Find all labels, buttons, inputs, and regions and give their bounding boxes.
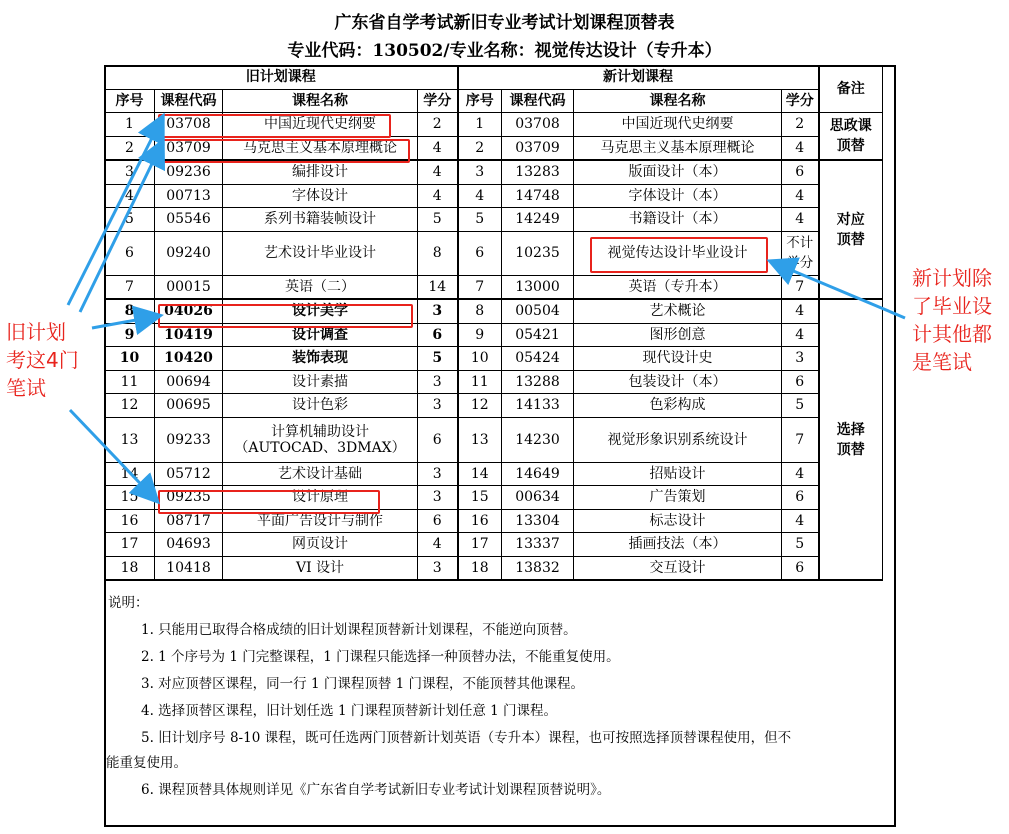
col-header-new-name: 课程名称 — [574, 89, 782, 113]
old-credit-cell: 3 — [418, 462, 458, 486]
old-credit-cell: 5 — [418, 347, 458, 371]
old-code-cell: 04693 — [155, 533, 223, 557]
new-no-cell: 17 — [458, 533, 502, 557]
remarks-header: 备注 — [819, 66, 883, 113]
old-name-cell: 装饰表现 — [223, 347, 418, 371]
old-name-cell: 网页设计 — [223, 533, 418, 557]
new-name-cell: 视觉传达设计毕业设计 — [574, 231, 782, 275]
col-header-new-code: 课程代码 — [502, 89, 574, 113]
new-credit-cell: 不计学分 — [782, 231, 819, 275]
old-credit-cell: 4 — [418, 136, 458, 160]
new-code-cell: 13000 — [502, 275, 574, 299]
new-credit-cell: 5 — [782, 533, 819, 557]
new-name-cell: 标志设计 — [574, 509, 782, 533]
old-name-cell: 平面广告设计与制作 — [223, 509, 418, 533]
col-header-new-credit: 学分 — [782, 89, 819, 113]
old-name-cell: 英语（二） — [223, 275, 418, 299]
new-name-cell: 招贴设计 — [574, 462, 782, 486]
old-credit-cell: 4 — [418, 533, 458, 557]
old-name-cell: 中国近现代史纲要 — [223, 113, 418, 137]
new-no-cell: 8 — [458, 299, 502, 323]
new-code-cell: 14230 — [502, 417, 574, 462]
old-no-cell: 7 — [105, 275, 155, 299]
new-no-cell: 2 — [458, 136, 502, 160]
old-no-cell: 4 — [105, 184, 155, 208]
new-code-cell: 00504 — [502, 299, 574, 323]
new-credit-cell: 4 — [782, 136, 819, 160]
new-name-cell: 色彩构成 — [574, 394, 782, 418]
old-code-cell: 00015 — [155, 275, 223, 299]
new-name-cell: 艺术概论 — [574, 299, 782, 323]
old-credit-cell: 8 — [418, 231, 458, 275]
new-credit-cell: 6 — [782, 486, 819, 510]
old-no-cell: 8 — [105, 299, 155, 323]
old-no-cell: 10 — [105, 347, 155, 371]
old-code-cell: 03709 — [155, 136, 223, 160]
old-no-cell: 16 — [105, 509, 155, 533]
old-credit-cell: 4 — [418, 160, 458, 184]
new-name-cell: 广告策划 — [574, 486, 782, 510]
old-name-cell: 设计美学 — [223, 299, 418, 323]
old-credit-cell: 3 — [418, 486, 458, 510]
old-code-cell: 05546 — [155, 208, 223, 232]
new-code-cell: 13283 — [502, 160, 574, 184]
new-no-cell: 1 — [458, 113, 502, 137]
old-no-cell: 12 — [105, 394, 155, 418]
new-credit-cell: 7 — [782, 417, 819, 462]
note-item-continuation: 能重复使用。 — [106, 755, 187, 771]
note-item: 2. 1 个序号为 1 门完整课程，1 门课程只能选择一种顶替办法，不能重复使用。 — [141, 649, 620, 665]
new-credit-cell: 6 — [782, 370, 819, 394]
new-code-cell: 14249 — [502, 208, 574, 232]
old-credit-cell: 6 — [418, 323, 458, 347]
remarks-group-cell: 对应 顶替 — [819, 160, 883, 299]
old-name-cell: 设计色彩 — [223, 394, 418, 418]
new-code-cell: 13832 — [502, 556, 574, 580]
old-credit-cell: 3 — [418, 556, 458, 580]
old-credit-cell: 3 — [418, 370, 458, 394]
arrow-to-04026 — [92, 316, 158, 328]
old-credit-cell: 3 — [418, 394, 458, 418]
new-no-cell: 12 — [458, 394, 502, 418]
old-name-cell: VI 设计 — [223, 556, 418, 580]
new-code-cell: 03708 — [502, 113, 574, 137]
new-credit-cell: 7 — [782, 275, 819, 299]
col-header-new-no: 序号 — [458, 89, 502, 113]
arrow-to-03709 — [80, 143, 162, 312]
old-plan-header: 旧计划课程 — [105, 66, 458, 90]
new-name-cell: 图形创意 — [574, 323, 782, 347]
note-item: 4. 选择顶替区课程，旧计划任选 1 门课程顶替新计划任意 1 门课程。 — [141, 703, 558, 719]
new-code-cell: 13288 — [502, 370, 574, 394]
old-credit-cell: 4 — [418, 184, 458, 208]
new-name-cell: 现代设计史 — [574, 347, 782, 371]
new-name-cell: 马克思主义基本原理概论 — [574, 136, 782, 160]
new-name-cell: 英语（专升本） — [574, 275, 782, 299]
old-no-cell: 13 — [105, 417, 155, 462]
old-credit-cell: 6 — [418, 509, 458, 533]
new-no-cell: 9 — [458, 323, 502, 347]
note-item: 1. 只能用已取得合格成绩的旧计划课程顶替新计划课程，不能逆向顶替。 — [141, 622, 577, 638]
new-code-cell: 13304 — [502, 509, 574, 533]
new-name-cell: 版面设计（本） — [574, 160, 782, 184]
document-title: 广东省自学考试新旧专业考试计划课程顶替表 — [334, 13, 675, 33]
note-item: 6. 课程顶替具体规则详见《广东省自学考试新旧专业考试计划课程顶替说明》。 — [141, 782, 611, 798]
new-name-cell: 字体设计（本） — [574, 184, 782, 208]
old-credit-cell: 14 — [418, 275, 458, 299]
new-name-cell: 书籍设计（本） — [574, 208, 782, 232]
old-code-cell: 05712 — [155, 462, 223, 486]
old-name-cell: 编排设计 — [223, 160, 418, 184]
new-code-cell: 14748 — [502, 184, 574, 208]
new-name-cell: 中国近现代史纲要 — [574, 113, 782, 137]
new-credit-cell: 4 — [782, 509, 819, 533]
new-plan-header: 新计划课程 — [458, 66, 819, 90]
old-code-cell: 04026 — [155, 299, 223, 323]
new-code-cell: 05421 — [502, 323, 574, 347]
notes-lead: 说明： — [108, 595, 149, 611]
new-code-cell: 00634 — [502, 486, 574, 510]
new-credit-cell: 3 — [782, 347, 819, 371]
old-name-cell: 设计素描 — [223, 370, 418, 394]
old-name-cell: 设计调查 — [223, 323, 418, 347]
old-code-cell: 10420 — [155, 347, 223, 371]
new-name-cell: 插画技法（本） — [574, 533, 782, 557]
arrow-to-09235 — [70, 410, 156, 500]
note-item: 5. 旧计划序号 8-10 课程，既可任选两门顶替新计划英语（专升本）课程，也可按照选择顶替课程使用，但不 — [141, 730, 792, 746]
old-no-cell: 11 — [105, 370, 155, 394]
old-code-cell: 10418 — [155, 556, 223, 580]
new-credit-cell: 4 — [782, 462, 819, 486]
new-code-cell: 13337 — [502, 533, 574, 557]
old-no-cell: 15 — [105, 486, 155, 510]
old-code-cell: 00694 — [155, 370, 223, 394]
new-no-cell: 4 — [458, 184, 502, 208]
new-no-cell: 3 — [458, 160, 502, 184]
new-code-cell: 05424 — [502, 347, 574, 371]
col-header-name: 课程名称 — [223, 89, 418, 113]
new-no-cell: 11 — [458, 370, 502, 394]
old-credit-cell: 6 — [418, 417, 458, 462]
old-code-cell: 00713 — [155, 184, 223, 208]
old-no-cell: 18 — [105, 556, 155, 580]
old-code-cell: 09236 — [155, 160, 223, 184]
old-name-cell: 系列书籍装帧设计 — [223, 208, 418, 232]
new-credit-cell: 4 — [782, 184, 819, 208]
old-credit-cell: 5 — [418, 208, 458, 232]
old-code-cell: 00695 — [155, 394, 223, 418]
old-no-cell: 5 — [105, 208, 155, 232]
old-code-cell: 10419 — [155, 323, 223, 347]
new-no-cell: 13 — [458, 417, 502, 462]
new-name-cell: 包装设计（本） — [574, 370, 782, 394]
new-no-cell: 7 — [458, 275, 502, 299]
new-no-cell: 18 — [458, 556, 502, 580]
new-code-cell: 10235 — [502, 231, 574, 275]
remarks-group-cell: 思政课 顶替 — [819, 113, 883, 161]
note-item: 3. 对应顶替区课程，同一行 1 门课程顶替 1 门课程，不能顶替其他课程。 — [141, 676, 585, 692]
old-code-cell: 03708 — [155, 113, 223, 137]
new-no-cell: 15 — [458, 486, 502, 510]
arrow-to-graduation-design — [772, 262, 905, 318]
right-annotation: 新计划除 了毕业设 计其他都 是笔试 — [912, 266, 992, 374]
new-credit-cell: 6 — [782, 160, 819, 184]
new-credit-cell: 5 — [782, 394, 819, 418]
old-no-cell: 9 — [105, 323, 155, 347]
col-header-code: 课程代码 — [155, 89, 223, 113]
new-name-cell: 视觉形象识别系统设计 — [574, 417, 782, 462]
new-credit-cell: 4 — [782, 323, 819, 347]
new-code-cell: 03709 — [502, 136, 574, 160]
old-credit-cell: 2 — [418, 113, 458, 137]
old-code-cell: 09235 — [155, 486, 223, 510]
new-credit-cell: 2 — [782, 113, 819, 137]
old-code-cell: 09233 — [155, 417, 223, 462]
old-code-cell: 08717 — [155, 509, 223, 533]
new-code-cell: 14649 — [502, 462, 574, 486]
new-credit-cell: 6 — [782, 556, 819, 580]
old-code-cell: 09240 — [155, 231, 223, 275]
arrow-to-03708 — [68, 118, 162, 305]
new-name-cell: 交互设计 — [574, 556, 782, 580]
old-no-cell: 1 — [105, 113, 155, 137]
new-credit-cell: 4 — [782, 299, 819, 323]
col-header-credit: 学分 — [418, 89, 458, 113]
old-credit-cell: 3 — [418, 299, 458, 323]
old-no-cell: 6 — [105, 231, 155, 275]
new-no-cell: 14 — [458, 462, 502, 486]
old-name-cell: 字体设计 — [223, 184, 418, 208]
new-no-cell: 6 — [458, 231, 502, 275]
old-name-cell: 计算机辅助设计 （AUTOCAD、3DMAX） — [223, 417, 418, 462]
old-no-cell: 2 — [105, 136, 155, 160]
old-no-cell: 3 — [105, 160, 155, 184]
old-name-cell: 艺术设计基础 — [223, 462, 418, 486]
col-header-no: 序号 — [105, 89, 155, 113]
new-no-cell: 16 — [458, 509, 502, 533]
left-annotation: 旧计划 考这4门 笔试 — [6, 320, 79, 400]
old-name-cell: 设计原理 — [223, 486, 418, 510]
old-name-cell: 马克思主义基本原理概论 — [223, 136, 418, 160]
new-credit-cell: 4 — [782, 208, 819, 232]
old-no-cell: 14 — [105, 462, 155, 486]
new-code-cell: 14133 — [502, 394, 574, 418]
old-no-cell: 17 — [105, 533, 155, 557]
remarks-group-cell: 选择 顶替 — [819, 299, 883, 580]
new-no-cell: 5 — [458, 208, 502, 232]
old-name-cell: 艺术设计毕业设计 — [223, 231, 418, 275]
document-subtitle: 专业代码：130502/专业名称：视觉传达设计（专升本） — [287, 41, 722, 61]
new-no-cell: 10 — [458, 347, 502, 371]
